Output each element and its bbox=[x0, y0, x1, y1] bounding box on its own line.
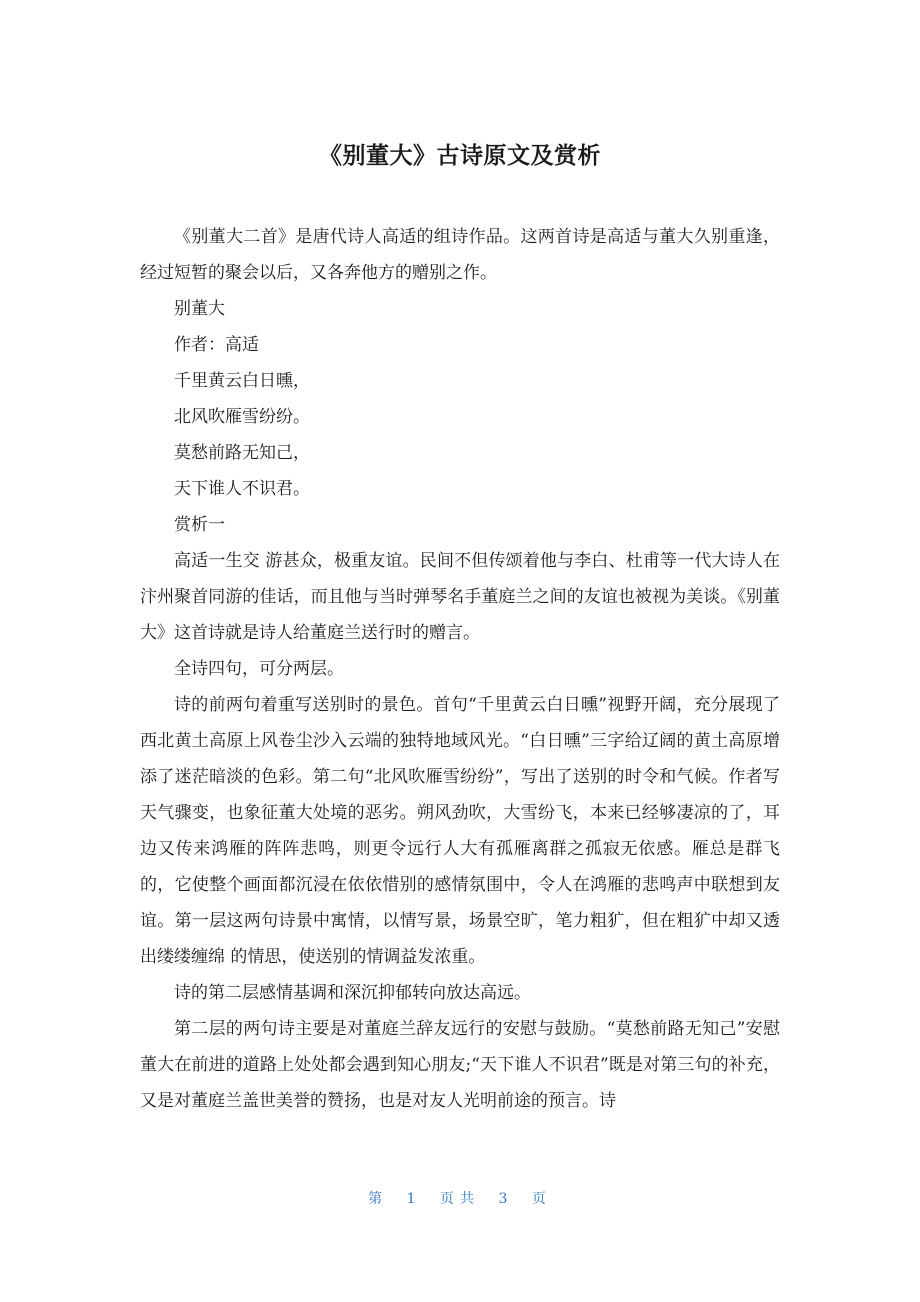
poem-line: 天下谁人不识君。 bbox=[174, 479, 310, 499]
poem-title: 别董大 bbox=[174, 299, 225, 319]
poem-author: 作者：高适 bbox=[174, 335, 259, 355]
paragraph: 诗的第二层感情基调和深沉抑郁转向放达高远。 bbox=[174, 983, 531, 1003]
document-title: 《别董大》古诗原文及赏析 bbox=[319, 143, 601, 169]
paragraph: 高适一生交 游甚众，极重友谊。民间不但传颂着他与李白、杜甫等一代大诗人在汴州聚首同游的佳话，而且他与当时弹琴名手董庭兰之间的友谊也被视为美谈。《别董大》这首诗就是诗人给董庭兰送行时的赠言。 bbox=[140, 551, 780, 643]
page-footer bbox=[0, 1188, 920, 1208]
paragraph: 诗的前两句着重写送别时的景色。首句“千里黄云白日曛”视野开阔，充分展现了西北黄土高原上风卷尘沙入云端的独特地域风光。“白日曛”三字给辽阔的黄土高原增添了迷茫暗淡的色彩。第二句“北风吹雁雪纷纷”，写出了送别的时令和气候。作者写天气骤变，也象征董大处境的恶劣。朔风劲吹，大雪纷飞，本来已经够凄凉的了，耳边又传来鸿雁的阵阵悲鸣，则更令远行人大有孤雁离群之孤寂无依感。雁总是群飞的，它使整个画面都沉浸在依依惜别的感情氛围中，令人在鸿雁的悲鸣声中联想到友谊。第一层这两句诗景中寓情，以情写景，场景空旷，笔力粗犷，但在粗犷中却又透出缕缕缠绵 的情思，使送别的情调益发浓重。 bbox=[140, 695, 780, 967]
footer-current-page: 1 bbox=[406, 1191, 422, 1207]
poem-line: 北风吹雁雪纷纷。 bbox=[174, 407, 310, 427]
paragraph: 《别董大二首》是唐代诗人高适的组诗作品。这两首诗是高适与董大久别重逢，经过短暂的聚会以后，又各奔他方的赠别之作。 bbox=[140, 227, 780, 283]
poem-line: 千里黄云白日曛， bbox=[174, 371, 310, 391]
footer-page-suffix: 页 bbox=[531, 1191, 552, 1207]
paragraph: 全诗四句，可分两层。 bbox=[174, 659, 344, 679]
section-heading: 赏析一 bbox=[174, 515, 225, 535]
footer-total-label: 页共 bbox=[440, 1191, 480, 1207]
document-body bbox=[140, 219, 780, 1119]
footer-page-label: 第 bbox=[368, 1191, 389, 1207]
paragraph: 第二层的两句诗主要是对董庭兰辞友远行的安慰与鼓励。“莫愁前路无知己”安慰董大在前进的道路上处处都会遇到知心朋友;“天下谁人不识君”既是对第三句的补充，又是对董庭兰盖世美誉的赞扬，也是对友人光明前途的预言。诗 bbox=[140, 1019, 780, 1111]
footer-total-pages: 3 bbox=[498, 1191, 514, 1207]
poem-line: 莫愁前路无知己， bbox=[174, 443, 310, 463]
